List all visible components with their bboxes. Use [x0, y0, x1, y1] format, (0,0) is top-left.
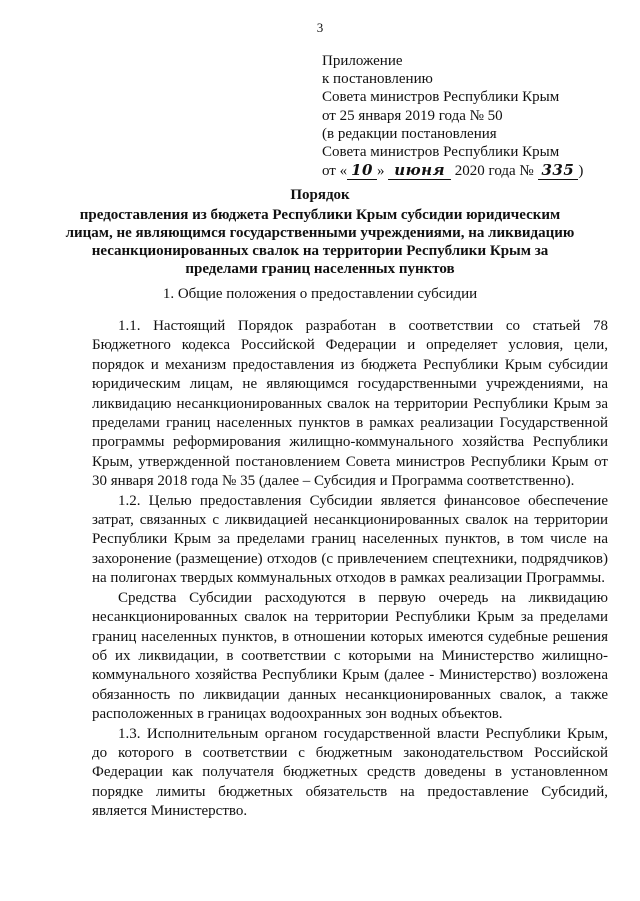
appendix-line: Совета министров Республики Крым — [322, 89, 560, 106]
handwritten-number: 335 — [538, 161, 579, 180]
appendix-line: к постановлению — [322, 71, 433, 88]
section-heading: 1. Общие положения о предоставлении субсидии — [162, 286, 478, 302]
paragraph-1-2: 1.2. Целью предоставления Субсидии является финансовое обеспечение затрат, связанных с ликвидацией несанкционированных свалок на территории Республики Крым за пределами границ населенных пунктов, в том числе на захоронение (размещение) отходов (с привлечением спецтехники, подрядчиков) на полигонах твердых коммунальных отходов в рамках реализации Программы. — [92, 492, 608, 587]
handwritten-month: июня — [388, 161, 451, 180]
appendix-line: Совета министров Республики Крым — [322, 144, 560, 161]
appendix-block — [322, 52, 583, 180]
date-suffix: ) — [578, 163, 584, 180]
paragraph-1-1: 1.1. Настоящий Порядок разработан в соответствии со статьей 78 Бюджетного кодекса Российской Федерации и определяет условия, цели, порядок и механизм предоставления из бюджета Республики Крым субсидии юридическим лицам, не являющимся государственными учреждениями, на ликвидацию несанкционированных свалок на территории Республики Крым за пределами границ населенных пунктов в рамках реализации Государственной программы реформирования жилищно-коммунального хозяйства Республики Крым, утвержденной постановлением Совета министров Республики Крым от 30 января 2018 года № 35 (далее – Субсидия и Программа соответственно). — [92, 318, 608, 490]
document-body — [92, 317, 608, 822]
appendix-line: от 25 января 2019 года № 50 — [322, 107, 503, 124]
appendix-line: Приложение — [322, 53, 403, 69]
appendix-line: (в редакции постановления — [322, 125, 497, 142]
document-title — [60, 186, 580, 278]
appendix-amendment-date-line: от « 10 » июня 2020 года № 335 ) — [322, 161, 584, 180]
date-prefix: от « — [322, 163, 348, 180]
paragraph-1-3: 1.3. Исполнительным органом государственной власти Республики Крым, до которого в соответствии с бюджетным законодательством Российской Федерации как получателя бюджетных средств доведены в установленном порядке лимиты бюджетных обязательств на предоставление Субсидий, является Министерство. — [92, 725, 608, 820]
title-main: Порядок — [290, 187, 350, 203]
title-subtitle: предоставления из бюджета Республики Крым субсидии юридическим лицам, не являющимся государственными учреждениями, на ликвидацию несанкционированных свалок на территории Республики Крым за пределами границ населенных пунктов — [65, 207, 575, 277]
paragraph-funds: Средства Субсидии расходуются в первую очередь на ликвидацию несанкционированных свалок на территории Республики Крым за пределами границ населенных пунктов, в отношении которых имеются судебные решения об их ликвидации, в соответствии с которыми на Министерство жилищно-коммунального хозяйства Республики Крым (далее - Министерство) возложена обязанность по ликвидации данных несанкционированных свалок, а также расположенных в границах водоохранных зон водных объектов. — [92, 589, 608, 723]
page-number: 3 — [316, 20, 324, 35]
date-middle: 2020 года № — [454, 163, 534, 180]
handwritten-day: 10 — [347, 161, 377, 180]
